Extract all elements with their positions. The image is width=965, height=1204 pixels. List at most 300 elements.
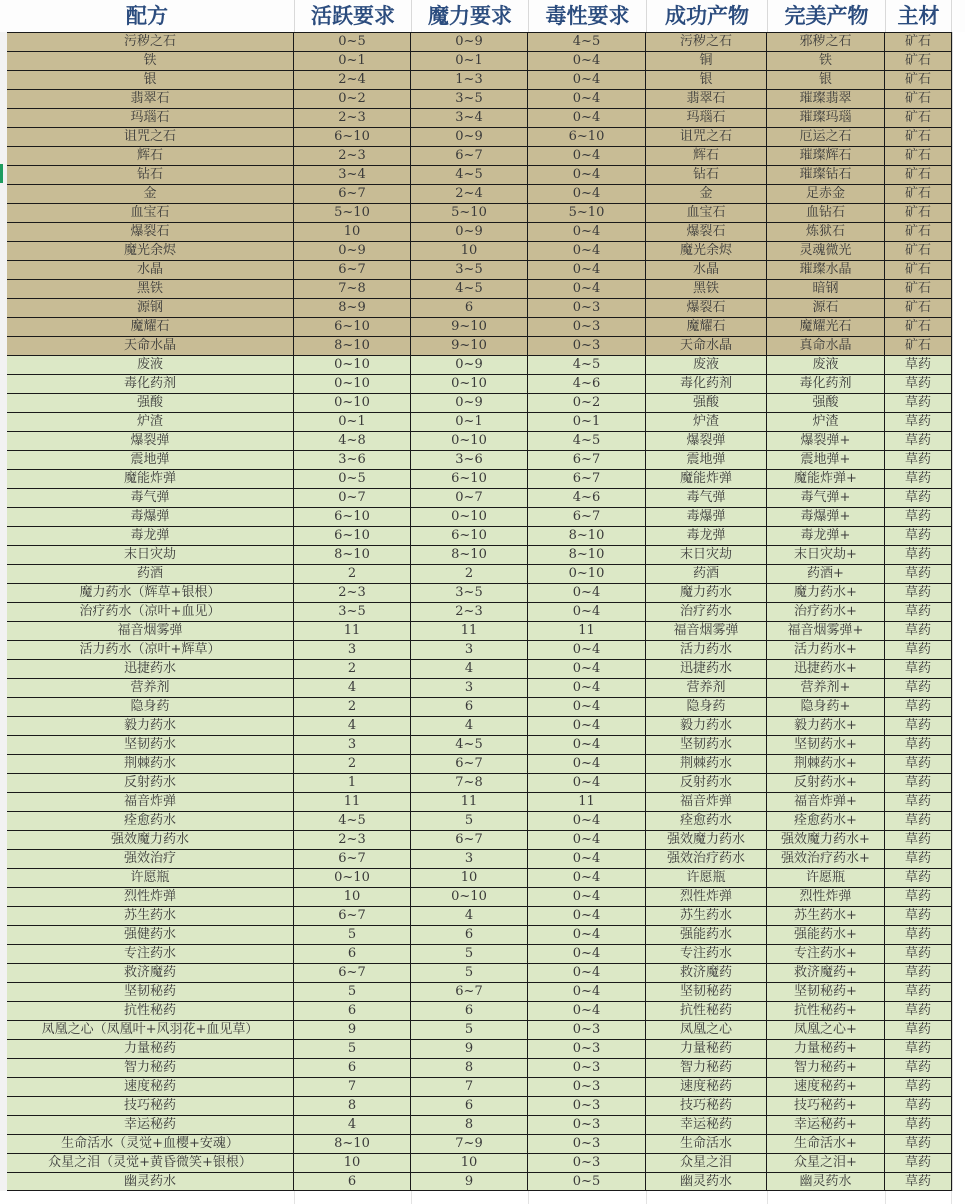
- cell-success-product[interactable]: 毒爆弹: [646, 508, 767, 526]
- cell-success-product[interactable]: 毒龙弹: [646, 527, 767, 545]
- cell-recipe[interactable]: 爆裂弹: [7, 432, 294, 450]
- table-row[interactable]: [0, 1058, 965, 1077]
- cell-toxicity-req[interactable]: 0~4: [528, 185, 646, 203]
- cell-success-product[interactable]: 毒气弹: [646, 489, 767, 507]
- cell-main-material[interactable]: 矿石: [885, 52, 952, 70]
- cell-success-product[interactable]: 隐身药: [646, 698, 767, 716]
- cell-toxicity-req[interactable]: 0~4: [528, 90, 646, 108]
- table-row[interactable]: [0, 1077, 965, 1096]
- cell-main-material[interactable]: 矿石: [885, 204, 952, 222]
- cell-recipe[interactable]: 强酸: [7, 394, 294, 412]
- cell-main-material[interactable]: 草药: [885, 413, 952, 431]
- cell-perfect-product[interactable]: 坚韧药水+: [767, 736, 885, 754]
- cell-success-product[interactable]: 活力药水: [646, 641, 767, 659]
- cell-main-material[interactable]: 草药: [885, 451, 952, 469]
- cell-toxicity-req[interactable]: 0~2: [528, 394, 646, 412]
- table-row[interactable]: [0, 830, 965, 849]
- cell-magic-req[interactable]: 6: [411, 926, 528, 944]
- table-row[interactable]: [0, 1172, 965, 1191]
- cell-success-product[interactable]: 爆裂石: [646, 223, 767, 241]
- cell-perfect-product[interactable]: 废液: [767, 356, 885, 374]
- cell-toxicity-req[interactable]: 0~3: [528, 318, 646, 336]
- cell-perfect-product[interactable]: 铁: [767, 52, 885, 70]
- cell-activity-req[interactable]: 2~4: [294, 71, 411, 89]
- cell-main-material[interactable]: 草药: [885, 850, 952, 868]
- cell-toxicity-req[interactable]: 0~4: [528, 223, 646, 241]
- cell-activity-req[interactable]: 3: [294, 641, 411, 659]
- cell-recipe[interactable]: 坚韧药水: [7, 736, 294, 754]
- cell-magic-req[interactable]: 9: [411, 1173, 528, 1190]
- cell-success-product[interactable]: 铜: [646, 52, 767, 70]
- cell-success-product[interactable]: 魔力药水: [646, 584, 767, 602]
- table-row[interactable]: [0, 526, 965, 545]
- table-row[interactable]: [0, 431, 965, 450]
- cell-perfect-product[interactable]: 毅力药水+: [767, 717, 885, 735]
- cell-main-material[interactable]: 草药: [885, 1116, 952, 1134]
- cell-activity-req[interactable]: 0~5: [294, 33, 411, 51]
- cell-magic-req[interactable]: 2~4: [411, 185, 528, 203]
- cell-magic-req[interactable]: 11: [411, 793, 528, 811]
- cell-recipe[interactable]: 爆裂石: [7, 223, 294, 241]
- column-header-magic-req[interactable]: 魔力要求: [412, 0, 529, 32]
- cell-toxicity-req[interactable]: 0~4: [528, 774, 646, 792]
- cell-main-material[interactable]: 草药: [885, 489, 952, 507]
- cell-recipe[interactable]: 魔耀石: [7, 318, 294, 336]
- cell-success-product[interactable]: 荆棘药水: [646, 755, 767, 773]
- cell-perfect-product[interactable]: 救济魔药+: [767, 964, 885, 982]
- cell-success-product[interactable]: 诅咒之石: [646, 128, 767, 146]
- cell-toxicity-req[interactable]: 0~4: [528, 926, 646, 944]
- cell-activity-req[interactable]: 9: [294, 1021, 411, 1039]
- cell-perfect-product[interactable]: 生命活水+: [767, 1135, 885, 1153]
- cell-toxicity-req[interactable]: 0~3: [528, 1097, 646, 1115]
- cell-success-product[interactable]: 辉石: [646, 147, 767, 165]
- cell-magic-req[interactable]: 7~8: [411, 774, 528, 792]
- table-row[interactable]: [0, 1039, 965, 1058]
- cell-toxicity-req[interactable]: 8~10: [528, 527, 646, 545]
- cell-toxicity-req[interactable]: 0~3: [528, 1078, 646, 1096]
- cell-main-material[interactable]: 草药: [885, 1173, 952, 1190]
- cell-success-product[interactable]: 金: [646, 185, 767, 203]
- cell-success-product[interactable]: 污秽之石: [646, 33, 767, 51]
- table-row[interactable]: [0, 849, 965, 868]
- cell-main-material[interactable]: 矿石: [885, 242, 952, 260]
- cell-success-product[interactable]: 毅力药水: [646, 717, 767, 735]
- column-header-main-material[interactable]: 主材: [886, 0, 952, 32]
- cell-toxicity-req[interactable]: 0~4: [528, 71, 646, 89]
- cell-activity-req[interactable]: 3~5: [294, 603, 411, 621]
- cell-perfect-product[interactable]: 魔力药水+: [767, 584, 885, 602]
- cell-activity-req[interactable]: 5: [294, 1040, 411, 1058]
- cell-activity-req[interactable]: 2: [294, 755, 411, 773]
- cell-perfect-product[interactable]: 痊愈药水+: [767, 812, 885, 830]
- cell-toxicity-req[interactable]: 0~4: [528, 1002, 646, 1020]
- cell-success-product[interactable]: 反射药水: [646, 774, 767, 792]
- cell-success-product[interactable]: 毒化药剂: [646, 375, 767, 393]
- cell-magic-req[interactable]: 3~6: [411, 451, 528, 469]
- cell-main-material[interactable]: 草药: [885, 1078, 952, 1096]
- table-row[interactable]: [0, 469, 965, 488]
- cell-toxicity-req[interactable]: 0~4: [528, 660, 646, 678]
- cell-toxicity-req[interactable]: 0~4: [528, 888, 646, 906]
- cell-perfect-product[interactable]: 药酒+: [767, 565, 885, 583]
- cell-activity-req[interactable]: 8~10: [294, 546, 411, 564]
- cell-perfect-product[interactable]: 迅捷药水+: [767, 660, 885, 678]
- cell-main-material[interactable]: 草药: [885, 1135, 952, 1153]
- cell-success-product[interactable]: 福音炸弹: [646, 793, 767, 811]
- cell-toxicity-req[interactable]: 0~4: [528, 945, 646, 963]
- cell-recipe[interactable]: 痊愈药水: [7, 812, 294, 830]
- cell-magic-req[interactable]: 9: [411, 1040, 528, 1058]
- cell-success-product[interactable]: 强能药水: [646, 926, 767, 944]
- cell-activity-req[interactable]: 6: [294, 1059, 411, 1077]
- cell-main-material[interactable]: 矿石: [885, 318, 952, 336]
- cell-activity-req[interactable]: 10: [294, 888, 411, 906]
- cell-perfect-product[interactable]: 足赤金: [767, 185, 885, 203]
- cell-perfect-product[interactable]: 炉渣: [767, 413, 885, 431]
- cell-toxicity-req[interactable]: 0~4: [528, 812, 646, 830]
- table-row[interactable]: [0, 564, 965, 583]
- cell-magic-req[interactable]: 0~7: [411, 489, 528, 507]
- cell-perfect-product[interactable]: 治疗药水+: [767, 603, 885, 621]
- cell-main-material[interactable]: 草药: [885, 1021, 952, 1039]
- cell-recipe[interactable]: 烈性炸弹: [7, 888, 294, 906]
- cell-magic-req[interactable]: 0~9: [411, 223, 528, 241]
- cell-recipe[interactable]: 反射药水: [7, 774, 294, 792]
- cell-recipe[interactable]: 翡翠石: [7, 90, 294, 108]
- cell-toxicity-req[interactable]: 0~5: [528, 1173, 646, 1190]
- cell-activity-req[interactable]: 2: [294, 698, 411, 716]
- cell-magic-req[interactable]: 0~10: [411, 888, 528, 906]
- cell-success-product[interactable]: 痊愈药水: [646, 812, 767, 830]
- cell-main-material[interactable]: 草药: [885, 888, 952, 906]
- cell-activity-req[interactable]: 6~7: [294, 261, 411, 279]
- cell-recipe[interactable]: 福音烟雾弹: [7, 622, 294, 640]
- cell-toxicity-req[interactable]: 0~4: [528, 755, 646, 773]
- table-row[interactable]: [0, 146, 965, 165]
- cell-main-material[interactable]: 矿石: [885, 261, 952, 279]
- cell-activity-req[interactable]: 2: [294, 565, 411, 583]
- cell-main-material[interactable]: 草药: [885, 565, 952, 583]
- cell-toxicity-req[interactable]: 5~10: [528, 204, 646, 222]
- cell-perfect-product[interactable]: 毒爆弹+: [767, 508, 885, 526]
- cell-recipe[interactable]: 源钢: [7, 299, 294, 317]
- cell-activity-req[interactable]: 6~10: [294, 508, 411, 526]
- cell-perfect-product[interactable]: 荆棘药水+: [767, 755, 885, 773]
- cell-magic-req[interactable]: 6: [411, 1002, 528, 1020]
- cell-toxicity-req[interactable]: 0~4: [528, 242, 646, 260]
- table-row[interactable]: [0, 32, 965, 51]
- cell-success-product[interactable]: 幸运秘药: [646, 1116, 767, 1134]
- cell-magic-req[interactable]: 0~9: [411, 356, 528, 374]
- table-row[interactable]: [0, 659, 965, 678]
- cell-activity-req[interactable]: 8~10: [294, 337, 411, 355]
- cell-toxicity-req[interactable]: 6~10: [528, 128, 646, 146]
- cell-perfect-product[interactable]: 坚韧秘药+: [767, 983, 885, 1001]
- cell-toxicity-req[interactable]: 0~4: [528, 983, 646, 1001]
- table-row[interactable]: [0, 621, 965, 640]
- cell-magic-req[interactable]: 10: [411, 1154, 528, 1172]
- cell-main-material[interactable]: 矿石: [885, 109, 952, 127]
- cell-toxicity-req[interactable]: 0~4: [528, 584, 646, 602]
- cell-toxicity-req[interactable]: 0~3: [528, 1040, 646, 1058]
- cell-toxicity-req[interactable]: 0~4: [528, 850, 646, 868]
- cell-activity-req[interactable]: 6: [294, 1002, 411, 1020]
- cell-toxicity-req[interactable]: 4~5: [528, 356, 646, 374]
- cell-toxicity-req[interactable]: 0~4: [528, 280, 646, 298]
- table-row[interactable]: [0, 184, 965, 203]
- cell-perfect-product[interactable]: 银: [767, 71, 885, 89]
- cell-activity-req[interactable]: 5~10: [294, 204, 411, 222]
- table-row[interactable]: [0, 678, 965, 697]
- cell-magic-req[interactable]: 9~10: [411, 318, 528, 336]
- cell-activity-req[interactable]: 3~4: [294, 166, 411, 184]
- cell-main-material[interactable]: 矿石: [885, 280, 952, 298]
- cell-recipe[interactable]: 水晶: [7, 261, 294, 279]
- cell-perfect-product[interactable]: 强酸: [767, 394, 885, 412]
- cell-perfect-product[interactable]: 强能药水+: [767, 926, 885, 944]
- cell-magic-req[interactable]: 6: [411, 299, 528, 317]
- cell-main-material[interactable]: 草药: [885, 356, 952, 374]
- cell-activity-req[interactable]: 10: [294, 223, 411, 241]
- cell-main-material[interactable]: 草药: [885, 926, 952, 944]
- cell-recipe[interactable]: 强健药水: [7, 926, 294, 944]
- column-header-activity-req[interactable]: 活跃要求: [295, 0, 412, 32]
- cell-main-material[interactable]: 草药: [885, 584, 952, 602]
- cell-magic-req[interactable]: 4: [411, 660, 528, 678]
- cell-toxicity-req[interactable]: 6~7: [528, 508, 646, 526]
- cell-main-material[interactable]: 草药: [885, 546, 952, 564]
- cell-toxicity-req[interactable]: 0~3: [528, 1021, 646, 1039]
- cell-main-material[interactable]: 草药: [885, 603, 952, 621]
- cell-perfect-product[interactable]: 反射药水+: [767, 774, 885, 792]
- cell-activity-req[interactable]: 8~9: [294, 299, 411, 317]
- cell-activity-req[interactable]: 8: [294, 1097, 411, 1115]
- cell-activity-req[interactable]: 6~7: [294, 185, 411, 203]
- cell-toxicity-req[interactable]: 0~3: [528, 337, 646, 355]
- table-row[interactable]: [0, 70, 965, 89]
- cell-success-product[interactable]: 生命活水: [646, 1135, 767, 1153]
- cell-perfect-product[interactable]: 毒龙弹+: [767, 527, 885, 545]
- cell-main-material[interactable]: 草药: [885, 1002, 952, 1020]
- column-header-toxicity-req[interactable]: 毒性要求: [529, 0, 647, 32]
- cell-activity-req[interactable]: 6~7: [294, 964, 411, 982]
- cell-toxicity-req[interactable]: 6~7: [528, 470, 646, 488]
- cell-perfect-product[interactable]: 福音炸弹+: [767, 793, 885, 811]
- cell-success-product[interactable]: 药酒: [646, 565, 767, 583]
- cell-recipe[interactable]: 铁: [7, 52, 294, 70]
- table-row[interactable]: [0, 583, 965, 602]
- cell-success-product[interactable]: 营养剂: [646, 679, 767, 697]
- cell-recipe[interactable]: 营养剂: [7, 679, 294, 697]
- cell-main-material[interactable]: 草药: [885, 527, 952, 545]
- cell-activity-req[interactable]: 1: [294, 774, 411, 792]
- cell-main-material[interactable]: 草药: [885, 679, 952, 697]
- table-row[interactable]: [0, 241, 965, 260]
- cell-toxicity-req[interactable]: 4~6: [528, 489, 646, 507]
- cell-activity-req[interactable]: 10: [294, 1154, 411, 1172]
- cell-magic-req[interactable]: 5: [411, 964, 528, 982]
- table-row[interactable]: [0, 203, 965, 222]
- cell-magic-req[interactable]: 10: [411, 869, 528, 887]
- cell-recipe[interactable]: 生命活水（灵觉+血樱+安魂）: [7, 1135, 294, 1153]
- table-row[interactable]: [0, 811, 965, 830]
- cell-main-material[interactable]: 矿石: [885, 166, 952, 184]
- cell-magic-req[interactable]: 5: [411, 812, 528, 830]
- cell-activity-req[interactable]: 0~5: [294, 470, 411, 488]
- cell-toxicity-req[interactable]: 0~3: [528, 1059, 646, 1077]
- cell-success-product[interactable]: 废液: [646, 356, 767, 374]
- cell-magic-req[interactable]: 6~7: [411, 147, 528, 165]
- table-row[interactable]: [0, 906, 965, 925]
- cell-recipe[interactable]: 魔力药水（辉草+银根）: [7, 584, 294, 602]
- cell-activity-req[interactable]: 6~7: [294, 850, 411, 868]
- cell-toxicity-req[interactable]: 0~4: [528, 166, 646, 184]
- cell-toxicity-req[interactable]: 4~5: [528, 33, 646, 51]
- cell-perfect-product[interactable]: 璀璨钻石: [767, 166, 885, 184]
- cell-magic-req[interactable]: 6: [411, 1097, 528, 1115]
- cell-activity-req[interactable]: 6~7: [294, 907, 411, 925]
- cell-toxicity-req[interactable]: 0~4: [528, 109, 646, 127]
- cell-success-product[interactable]: 许愿瓶: [646, 869, 767, 887]
- cell-perfect-product[interactable]: 凤凰之心+: [767, 1021, 885, 1039]
- cell-success-product[interactable]: 强效魔力药水: [646, 831, 767, 849]
- cell-activity-req[interactable]: 4~5: [294, 812, 411, 830]
- cell-recipe[interactable]: 天命水晶: [7, 337, 294, 355]
- cell-success-product[interactable]: 钻石: [646, 166, 767, 184]
- cell-success-product[interactable]: 天命水晶: [646, 337, 767, 355]
- cell-perfect-product[interactable]: 血钻石: [767, 204, 885, 222]
- cell-success-product[interactable]: 魔耀石: [646, 318, 767, 336]
- cell-success-product[interactable]: 玛瑙石: [646, 109, 767, 127]
- cell-activity-req[interactable]: 5: [294, 983, 411, 1001]
- cell-magic-req[interactable]: 0~9: [411, 33, 528, 51]
- cell-magic-req[interactable]: 6: [411, 698, 528, 716]
- cell-activity-req[interactable]: 6~10: [294, 318, 411, 336]
- cell-activity-req[interactable]: 5: [294, 926, 411, 944]
- cell-recipe[interactable]: 荆棘药水: [7, 755, 294, 773]
- cell-perfect-product[interactable]: 强效魔力药水+: [767, 831, 885, 849]
- column-header-success-product[interactable]: 成功产物: [647, 0, 768, 32]
- cell-perfect-product[interactable]: 活力药水+: [767, 641, 885, 659]
- cell-activity-req[interactable]: 7~8: [294, 280, 411, 298]
- cell-toxicity-req[interactable]: 0~4: [528, 698, 646, 716]
- cell-recipe[interactable]: 末日灾劫: [7, 546, 294, 564]
- cell-toxicity-req[interactable]: 0~3: [528, 1154, 646, 1172]
- cell-activity-req[interactable]: 2: [294, 660, 411, 678]
- cell-perfect-product[interactable]: 璀璨玛瑙: [767, 109, 885, 127]
- cell-main-material[interactable]: 草药: [885, 907, 952, 925]
- cell-toxicity-req[interactable]: 0~4: [528, 147, 646, 165]
- cell-recipe[interactable]: 力量秘药: [7, 1040, 294, 1058]
- cell-recipe[interactable]: 许愿瓶: [7, 869, 294, 887]
- table-row[interactable]: [0, 336, 965, 355]
- cell-perfect-product[interactable]: 强效治疗药水+: [767, 850, 885, 868]
- cell-perfect-product[interactable]: 抗性秘药+: [767, 1002, 885, 1020]
- cell-success-product[interactable]: 末日灾劫: [646, 546, 767, 564]
- cell-recipe[interactable]: 污秽之石: [7, 33, 294, 51]
- cell-recipe[interactable]: 毅力药水: [7, 717, 294, 735]
- cell-main-material[interactable]: 矿石: [885, 71, 952, 89]
- cell-toxicity-req[interactable]: 0~3: [528, 1116, 646, 1134]
- cell-recipe[interactable]: 药酒: [7, 565, 294, 583]
- cell-main-material[interactable]: 矿石: [885, 337, 952, 355]
- table-row[interactable]: [0, 944, 965, 963]
- cell-perfect-product[interactable]: 毒化药剂: [767, 375, 885, 393]
- cell-magic-req[interactable]: 2~3: [411, 603, 528, 621]
- table-row[interactable]: [0, 165, 965, 184]
- cell-success-product[interactable]: 技巧秘药: [646, 1097, 767, 1115]
- cell-activity-req[interactable]: 6~10: [294, 128, 411, 146]
- table-row[interactable]: [0, 1001, 965, 1020]
- cell-magic-req[interactable]: 10: [411, 242, 528, 260]
- cell-toxicity-req[interactable]: 4~6: [528, 375, 646, 393]
- cell-success-product[interactable]: 魔能炸弹: [646, 470, 767, 488]
- cell-main-material[interactable]: 矿石: [885, 147, 952, 165]
- table-row[interactable]: [0, 507, 965, 526]
- cell-recipe[interactable]: 诅咒之石: [7, 128, 294, 146]
- cell-activity-req[interactable]: 2~3: [294, 147, 411, 165]
- cell-activity-req[interactable]: 0~1: [294, 52, 411, 70]
- cell-recipe[interactable]: 凤凰之心（凤凰叶+风羽花+血见草）: [7, 1021, 294, 1039]
- table-row[interactable]: [0, 640, 965, 659]
- cell-main-material[interactable]: 草药: [885, 660, 952, 678]
- cell-toxicity-req[interactable]: 0~4: [528, 869, 646, 887]
- table-row[interactable]: [0, 222, 965, 241]
- table-row[interactable]: [0, 773, 965, 792]
- cell-recipe[interactable]: 福音炸弹: [7, 793, 294, 811]
- cell-recipe[interactable]: 幽灵药水: [7, 1173, 294, 1190]
- cell-activity-req[interactable]: 0~7: [294, 489, 411, 507]
- cell-recipe[interactable]: 毒气弹: [7, 489, 294, 507]
- cell-success-product[interactable]: 苏生药水: [646, 907, 767, 925]
- cell-activity-req[interactable]: 0~10: [294, 869, 411, 887]
- table-row[interactable]: [0, 51, 965, 70]
- table-row[interactable]: [0, 127, 965, 146]
- cell-magic-req[interactable]: 3~5: [411, 90, 528, 108]
- table-row[interactable]: [0, 545, 965, 564]
- cell-success-product[interactable]: 翡翠石: [646, 90, 767, 108]
- table-row[interactable]: [0, 1020, 965, 1039]
- cell-recipe[interactable]: 活力药水（凉叶+辉草）: [7, 641, 294, 659]
- cell-toxicity-req[interactable]: 0~4: [528, 736, 646, 754]
- cell-perfect-product[interactable]: 幽灵药水: [767, 1173, 885, 1190]
- cell-magic-req[interactable]: 9~10: [411, 337, 528, 355]
- cell-recipe[interactable]: 救济魔药: [7, 964, 294, 982]
- cell-activity-req[interactable]: 0~2: [294, 90, 411, 108]
- cell-perfect-product[interactable]: 邪秽之石: [767, 33, 885, 51]
- cell-recipe[interactable]: 治疗药水（凉叶+血见）: [7, 603, 294, 621]
- cell-toxicity-req[interactable]: 0~4: [528, 679, 646, 697]
- cell-toxicity-req[interactable]: 11: [528, 622, 646, 640]
- cell-toxicity-req[interactable]: 0~4: [528, 717, 646, 735]
- cell-main-material[interactable]: 草药: [885, 793, 952, 811]
- cell-main-material[interactable]: 矿石: [885, 223, 952, 241]
- cell-perfect-product[interactable]: 末日灾劫+: [767, 546, 885, 564]
- cell-magic-req[interactable]: 0~9: [411, 394, 528, 412]
- cell-success-product[interactable]: 血宝石: [646, 204, 767, 222]
- cell-magic-req[interactable]: 6~10: [411, 470, 528, 488]
- cell-toxicity-req[interactable]: 0~10: [528, 565, 646, 583]
- cell-success-product[interactable]: 迅捷药水: [646, 660, 767, 678]
- table-row[interactable]: [0, 887, 965, 906]
- cell-magic-req[interactable]: 6~7: [411, 831, 528, 849]
- cell-toxicity-req[interactable]: 6~7: [528, 451, 646, 469]
- cell-toxicity-req[interactable]: 8~10: [528, 546, 646, 564]
- table-row[interactable]: [0, 374, 965, 393]
- cell-activity-req[interactable]: 11: [294, 793, 411, 811]
- cell-magic-req[interactable]: 6~7: [411, 983, 528, 1001]
